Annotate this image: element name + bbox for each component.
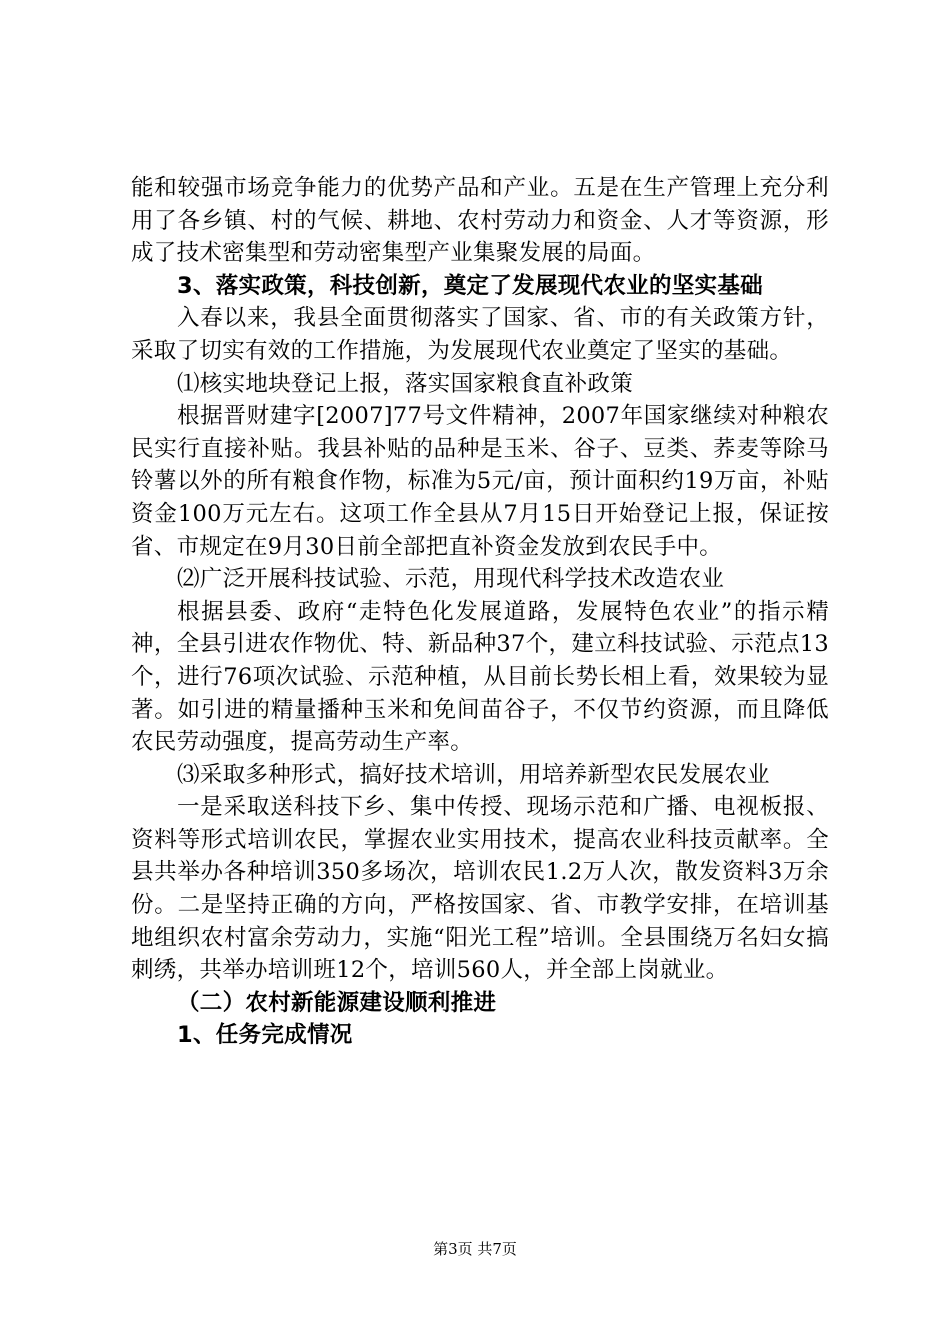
document-body — [131, 172, 829, 1052]
page-number-footer: 第3页 共7页 — [433, 1240, 517, 1258]
section-heading-1: 1、任务完成情况 — [177, 1022, 353, 1049]
subheading-1: ⑴核实地块登记上报，落实国家粮食直补政策 — [177, 370, 634, 397]
subheading-2: ⑵广泛开展科技试验、示范，用现代科学技术改造农业 — [177, 566, 725, 593]
paragraph-1: 能和较强市场竞争能力的优势产品和产业。五是在生产管理上充分利用了各乡镇、村的气候、耕地、农村劳动力和资金、人才等资源，形成了技术密集型和劳动密集型产业集聚发展的局面。 — [131, 175, 829, 267]
paragraph-3: 根据晋财建字[2007]77号文件精神，2007年国家继续对种粮农民实行直接补贴。我县补贴的品种是玉米、谷子、豆类、荞麦等除马铃薯以外的所有粮食作物，标准为5元/亩，预计面积约19万亩，补贴资金100万元左右。这项工作全县从7月15日开始登记上报，保证按省、市规定在9月30日前全部把直补资金发放到农民手中。 — [131, 403, 829, 560]
paragraph-5: 一是采取送科技下乡、集中传授、现场示范和广播、电视板报、资料等形式培训农民，掌握农业实用技术，提高农业科技贡献率。全县共举办各种培训350多场次，培训农民1.2万人次，散发资料3万余份。二是坚持正确的方向，严格按国家、省、市教学安排，在培训基地组织农村富余劳动力，实施“阳光工程”培训。全县围绕万名妇女搞刺绣，共举办培训班12个，培训560人，并全部上岗就业。 — [131, 794, 829, 984]
paragraph-2: 入春以来，我县全面贯彻落实了国家、省、市的有关政策方针，采取了切实有效的工作措施，为发展现代农业奠定了坚实的基础。 — [131, 305, 829, 364]
section-heading-3: 3、落实政策，科技创新，奠定了发展现代农业的坚实基础 — [177, 272, 763, 299]
paragraph-4: 根据县委、政府“走特色化发展道路，发展特色农业”的指示精神，全县引进农作物优、特、新品种37个，建立科技试验、示范点13个，进行76项次试验、示范种植，从目前长势长相上看，效果较为显著。如引进的精量播种玉米和免间苗谷子，不仅节约资源，而且降低农民劳动强度，提高劳动生产率。 — [131, 598, 829, 756]
section-heading-2: （二）农村新能源建设顺利推进 — [177, 989, 497, 1016]
subheading-3: ⑶采取多种形式，搞好技术培训，用培养新型农民发展农业 — [177, 761, 770, 788]
